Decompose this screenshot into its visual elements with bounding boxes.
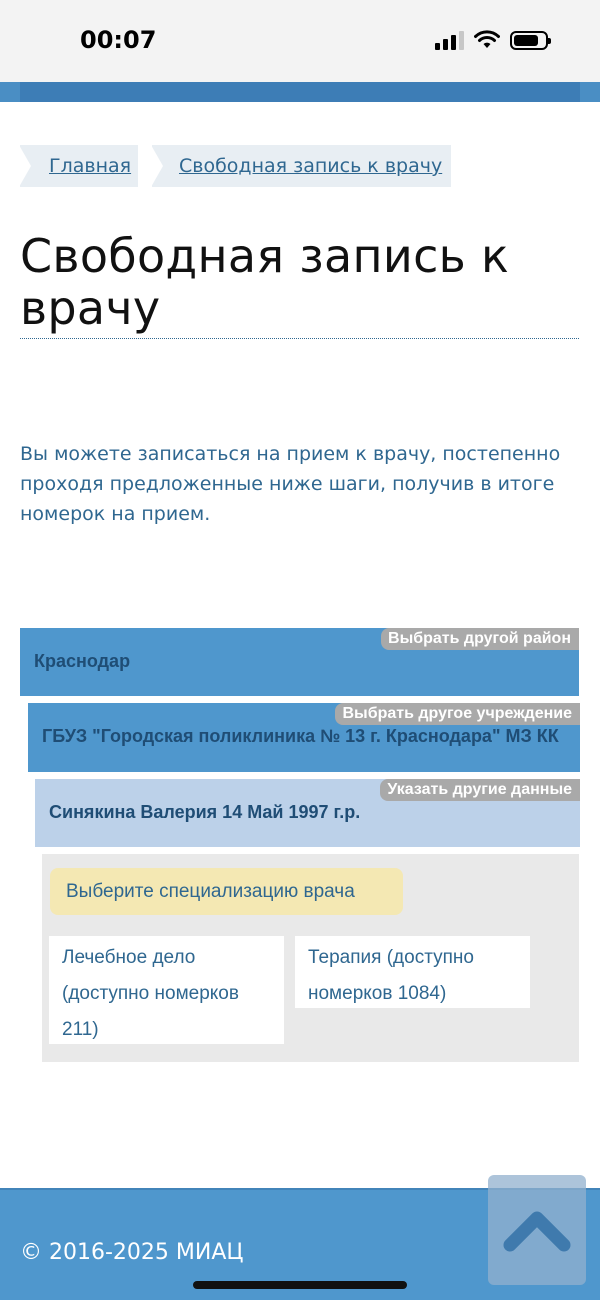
patient-step	[35, 779, 580, 847]
specialization-option-therapy[interactable]: Терапия (доступно номерков 1084)	[295, 936, 530, 1008]
clinic-step	[28, 703, 580, 772]
specialization-panel	[42, 854, 579, 1062]
breadcrumb-current-link[interactable]: Свободная запись к врачу	[152, 145, 451, 187]
status-bar	[0, 0, 600, 82]
clinic-value: ГБУЗ "Городская поликлиника № 13 г. Краснодара" МЗ КК	[42, 726, 559, 746]
specialization-option-general-medicine[interactable]: Лечебное дело (доступно номерков 211)	[49, 936, 284, 1044]
change-region-button[interactable]: Выбрать другой район	[381, 628, 579, 650]
site-header-strip	[0, 82, 600, 102]
page-title: Свободная запись к врачу	[20, 229, 510, 335]
status-icons	[435, 29, 548, 51]
battery-icon	[510, 31, 548, 50]
change-clinic-button[interactable]: Выбрать другое учреждение	[335, 703, 580, 725]
home-indicator	[193, 1281, 407, 1289]
scroll-to-top-button[interactable]	[488, 1175, 586, 1285]
battery-level	[514, 35, 538, 46]
change-patient-button[interactable]: Указать другие данные	[380, 779, 580, 801]
wifi-icon	[474, 30, 500, 50]
title-divider	[20, 338, 579, 339]
intro-text: Вы можете записаться на прием к врачу, постепенно проходя предложенные ниже шаги, получив в итоге номерок на прием.	[20, 443, 561, 525]
status-time: 00:07	[80, 26, 157, 54]
footer-copyright: © 2016-2025 МИАЦ	[20, 1240, 244, 1265]
region-step	[20, 628, 579, 696]
signal-icon	[435, 30, 464, 50]
chevron-up-icon	[488, 1175, 586, 1285]
breadcrumb-home-link[interactable]: Главная	[20, 145, 138, 187]
region-value: Краснодар	[34, 651, 131, 671]
patient-value: Синякина Валерия 14 Май 1997 г.р.	[49, 802, 361, 822]
specialization-prompt: Выберите специализацию врача	[50, 868, 403, 915]
